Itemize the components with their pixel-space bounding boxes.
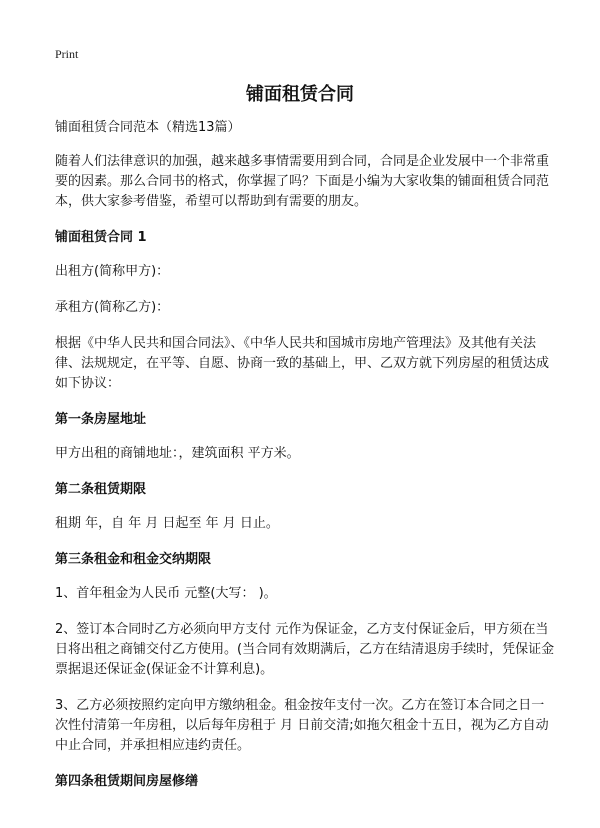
article-1-title: 第一条房屋地址 — [55, 412, 147, 427]
section-heading: 铺面租赁合同 1 — [55, 230, 147, 245]
basis-paragraph: 根据《中华人民共和国合同法》、《中华人民共和国城市房地产管理法》及其他有关法律、法规规定，在平等、自愿、协商一致的基础上，甲、乙双方就下列房屋的租赁达成如下协议： — [55, 336, 550, 391]
print-link[interactable]: Print — [55, 47, 79, 61]
article-1-text: 甲方出租的商铺地址：，建筑面积 平方米。 — [55, 446, 300, 461]
article-2-title: 第二条租赁期限 — [55, 482, 147, 497]
document-body — [55, 118, 555, 806]
article-3-item-1: 1、首年租金为人民币 元整(大写： )。 — [55, 586, 277, 601]
article-2-text: 租期 年，自 年 月 日起至 年 月 日止。 — [55, 516, 279, 531]
document-subtitle: 铺面租赁合同范本（精选13篇） — [55, 120, 241, 135]
article-3-item-2: 2、签订本合同时乙方必须向甲方支付 元作为保证金，乙方支付保证金后，甲方须在当日将出租之商铺交付乙方使用。(当合同有效期满后，乙方在结清退房手续时，凭保证金票据退还保证金(保证金不计算利息)。 — [55, 622, 555, 677]
document-title: 铺面租赁合同 — [246, 84, 354, 105]
article-3-item-3: 3、乙方必须按照约定向甲方缴纳租金。租金按年支付一次。乙方在签订本合同之日一次性付清第一年房租，以后每年房租于 月 日前交清;如拖欠租金十五日，视为乙方自动中止合同，并承担相应违约责任。 — [55, 698, 549, 753]
lessor-line: 出租方(简称甲方)： — [55, 264, 170, 279]
article-3-title: 第三条租金和租金交纳期限 — [55, 552, 212, 567]
article-4-title: 第四条租赁期间房屋修缮 — [55, 774, 199, 789]
lessee-line: 承租方(简称乙方)： — [55, 300, 170, 315]
intro-paragraph: 随着人们法律意识的加强，越来越多事情需要用到合同，合同是企业发展中一个非常重要的因素。那么合同书的格式，你掌握了吗？下面是小编为大家收集的铺面租赁合同范本，供大家参考借鉴，希望可以帮助到有需要的朋友。 — [55, 154, 550, 209]
